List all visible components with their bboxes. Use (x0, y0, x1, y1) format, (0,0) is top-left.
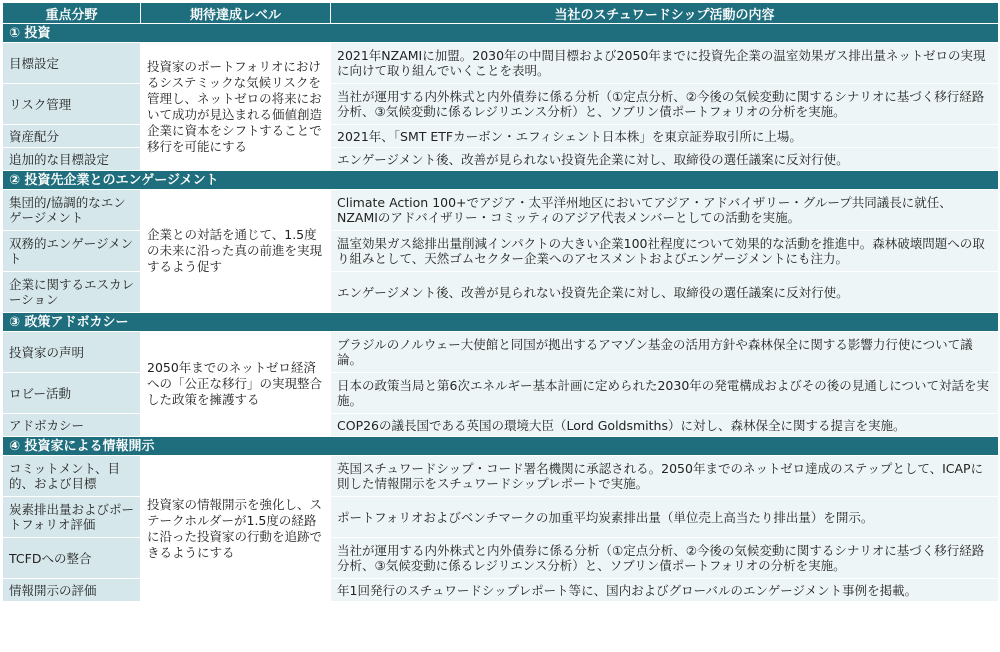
expected-level-cell: 投資家の情報開示を強化し、ステークホルダーが1.5度の経路に沿った投資家の行動を追跡できるようにする (141, 456, 331, 602)
activity-cell: 2021年、「SMT ETFカーボン・エフィシェント日本株」を東京証券取引所に上場。 (331, 125, 999, 148)
activity-cell: 年1回発行のスチュワードシップレポート等に、国内およびグローバルのエンゲージメント事例を掲載。 (331, 579, 999, 602)
section-row-engagement (3, 171, 999, 190)
activity-cell: COP26の議長国である英国の環境大臣（Lord Goldsmiths）に対し、森林保全に関する提言を実施。 (331, 414, 999, 437)
section-title: ③ 政策アドボカシー (3, 313, 999, 332)
expected-level-cell: 投資家のポートフォリオにおけるシステミックな気候リスクを管理し、ネットゼロの将来において成功が見込まれる価値創造企業に資本をシフトすることで移行を可能にする (141, 43, 331, 171)
stewardship-table-container (2, 2, 998, 602)
focus-area-cell: 双務的エンゲージメント (3, 231, 141, 272)
focus-area-cell: TCFDへの整合 (3, 538, 141, 579)
activity-cell: エンゲージメント後、改善が見られない投資先企業に対し、取締役の選任議案に反対行使。 (331, 272, 999, 313)
focus-area-cell: 資産配分 (3, 125, 141, 148)
activity-cell: 日本の政策当局と第6次エネルギー基本計画に定められた2030年の発電構成およびその後の見通しについて対話を実施。 (331, 373, 999, 414)
table-row (3, 190, 999, 231)
focus-area-cell: 炭素排出量およびポートフォリオ評価 (3, 497, 141, 538)
activity-cell: 当社が運用する内外株式と内外債券に係る分析（①定点分析、②今後の気候変動に関するシナリオに基づく移行経路分析、③気候変動に係るレジリエンス分析）と、ソブリン債ポートフォリオの分析を実施。 (331, 538, 999, 579)
focus-area-cell: 目標設定 (3, 43, 141, 84)
stewardship-table (2, 2, 999, 602)
activity-cell: Climate Action 100+でアジア・太平洋州地区においてアジア・アドバイザリー・グループ共同議長に就任、NZAMIのアドバイザリー・コミッティのアジア代表メンバーとしての活動を実施。 (331, 190, 999, 231)
activity-cell: 2021年NZAMIに加盟。2030年の中間目標および2050年までに投資先企業の温室効果ガス排出量ネットゼロの実現に向けて取り組んでいくことを表明。 (331, 43, 999, 84)
activity-cell: ブラジルのノルウェー大使館と同国が拠出するアマゾン基金の活用方針や森林保全に関する影響力行使について議論。 (331, 332, 999, 373)
header-row (3, 3, 999, 24)
section-row-policy-advocacy (3, 313, 999, 332)
focus-area-cell: コミットメント、目的、および目標 (3, 456, 141, 497)
section-title: ① 投資 (3, 24, 999, 43)
table-row (3, 43, 999, 84)
header-focus-area: 重点分野 (3, 3, 141, 24)
focus-area-cell: 企業に関するエスカレーション (3, 272, 141, 313)
activity-cell: 当社が運用する内外株式と内外債券に係る分析（①定点分析、②今後の気候変動に関するシナリオに基づく移行経路分析、③気候変動に係るレジリエンス分析）と、ソブリン債ポートフォリオの分析を実施。 (331, 84, 999, 125)
table-row (3, 332, 999, 373)
header-expected-level: 期待達成レベル (141, 3, 331, 24)
focus-area-cell: 投資家の声明 (3, 332, 141, 373)
header-activities: 当社のスチュワードシップ活動の内容 (331, 3, 999, 24)
activity-cell: ポートフォリオおよびベンチマークの加重平均炭素排出量（単位売上高当たり排出量）を開示。 (331, 497, 999, 538)
section-row-disclosure (3, 437, 999, 456)
focus-area-cell: 情報開示の評価 (3, 579, 141, 602)
activity-cell: 温室効果ガス総排出量削減インパクトの大きい企業100社程度について効果的な活動を推進中。森林破壊問題への取り組みとして、天然ゴムセクター企業へのアセスメントおよびエンゲージメントにも注力。 (331, 231, 999, 272)
focus-area-cell: 追加的な目標設定 (3, 148, 141, 171)
table-row (3, 456, 999, 497)
focus-area-cell: アドボカシー (3, 414, 141, 437)
focus-area-cell: ロビー活動 (3, 373, 141, 414)
focus-area-cell: リスク管理 (3, 84, 141, 125)
expected-level-cell: 企業との対話を通じて、1.5度の未来に沿った真の前進を実現するよう促す (141, 190, 331, 313)
activity-cell: エンゲージメント後、改善が見られない投資先企業に対し、取締役の選任議案に反対行使。 (331, 148, 999, 171)
section-title: ④ 投資家による情報開示 (3, 437, 999, 456)
section-row-investment (3, 24, 999, 43)
focus-area-cell: 集団的/協調的なエンゲージメント (3, 190, 141, 231)
section-title: ② 投資先企業とのエンゲージメント (3, 171, 999, 190)
activity-cell: 英国スチュワードシップ・コード署名機関に承認される。2050年までのネットゼロ達成のステップとして、ICAPに則した情報開示をスチュワードシップレポートで実施。 (331, 456, 999, 497)
expected-level-cell: 2050年までのネットゼロ経済への「公正な移行」の実現整合した政策を擁護する (141, 332, 331, 437)
